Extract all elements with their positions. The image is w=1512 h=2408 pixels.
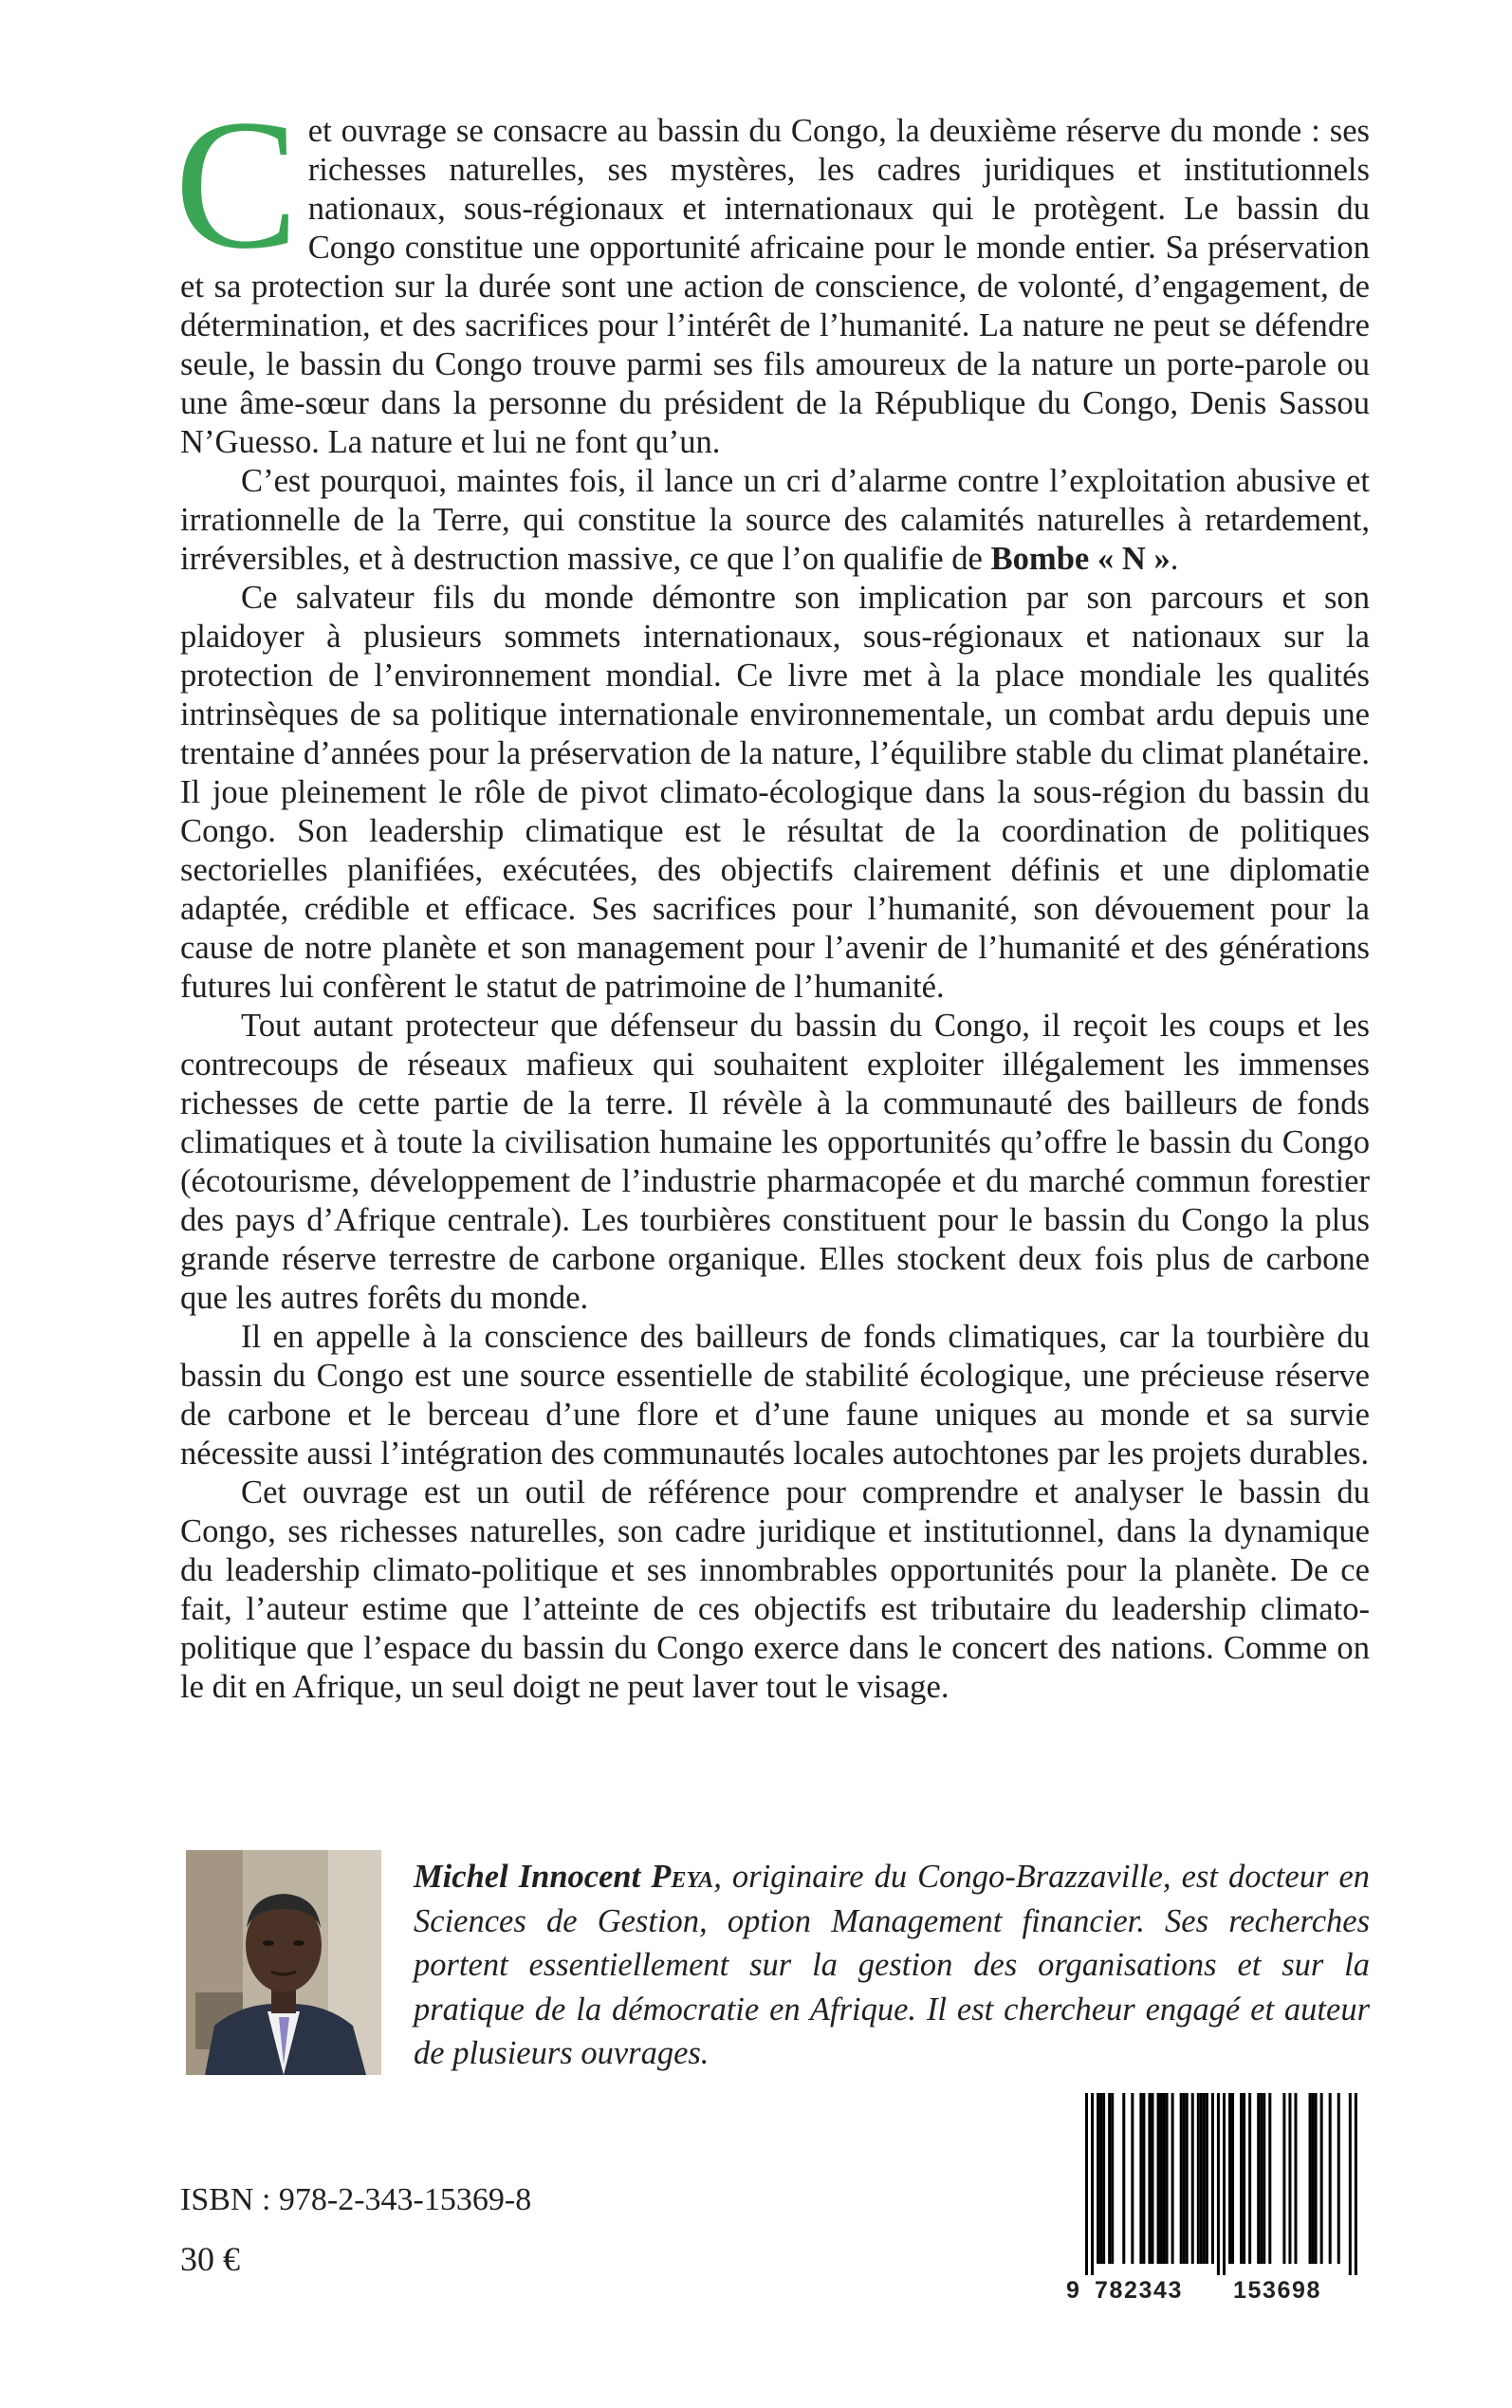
barcode-bar — [1197, 2093, 1200, 2264]
blurb-paragraph-6: Cet ouvrage est un outil de référence pour comprendre et analyser le bassin du Congo, ses richesses naturelles, son cadre juridique et institutionnel, dans la dynamique du leadership climato-politique et ses innombrables opportunités pour la planète. De ce fait, l’auteur estime que l’atteinte de ces objectifs est tributaire du leadership climato-politique que l’espace du bassin du Congo exerce dans le concert des nations. Comme on le dit en Afrique, un seul doigt ne peut laver tout le visage. — [180, 1474, 1370, 1705]
barcode-bar — [1163, 2093, 1166, 2264]
barcode-bar — [1263, 2093, 1265, 2264]
barcode-bar — [1131, 2093, 1134, 2264]
bombe-n-term: Bombe « N » — [990, 541, 1171, 577]
author-bio-text: , originaire du Congo-Brazzaville, est docteur en Sciences de Gestion, option Management financier. Ses recherches portent essentiellement sur la gestion des organisations et sur la pratique de la démocratie en Afrique. Il est chercheur engagé et auteur de plusieurs ouvrages. — [414, 1859, 1371, 2071]
barcode-bar — [1200, 2093, 1203, 2264]
barcode-bar — [1217, 2093, 1220, 2275]
barcode-bar — [1355, 2093, 1357, 2275]
barcode-bar — [1180, 2093, 1183, 2264]
barcode-bar — [1191, 2093, 1194, 2264]
barcode-bar — [1243, 2093, 1245, 2264]
barcode-bar — [1309, 2093, 1312, 2264]
barcode-bar — [1183, 2093, 1186, 2264]
barcode-bar — [1171, 2093, 1174, 2264]
isbn-barcode — [1066, 2093, 1370, 2275]
barcode-bar — [1111, 2093, 1114, 2264]
barcode-bar — [1248, 2093, 1251, 2264]
blurb-paragraph-2-text: C’est pourquoi, maintes fois, il lance un cri d’alarme contre l’exploitation abusive et irrationnelle de la Terre, qui constitue la source des calamités naturelles à retardement, irréversibles, et à destruction massive, ce que l’on qualifie de — [180, 463, 1370, 577]
back-cover-blurb — [175, 82, 1370, 1707]
barcode-bar — [1097, 2093, 1099, 2264]
barcode-bar — [1260, 2093, 1263, 2264]
barcode-bar — [1257, 2093, 1260, 2264]
barcode-bar — [1142, 2093, 1145, 2264]
author-portrait-illustration — [186, 1850, 381, 2075]
barcode-bar — [1320, 2093, 1323, 2264]
barcode-bar — [1211, 2093, 1214, 2264]
blurb-paragraph-2 — [180, 462, 1370, 579]
blurb-paragraph-5: Il en appelle à la conscience des bailleurs de fonds climatiques, car la tourbière du bassin du Congo est une source essentielle de stabilité écologique, une précieuse réserve de carbone et le berceau d’une flore et d’une faune uniques au monde et sa survie nécessite aussi l’intégration des communautés locales autochtones par les projets durables. — [180, 1319, 1370, 1472]
barcode-bars — [1066, 2093, 1370, 2275]
author-bio — [414, 1855, 1370, 2076]
author-surname: Peya — [651, 1859, 714, 1895]
barcode-bar — [1231, 2093, 1234, 2264]
barcode-bar — [1151, 2093, 1153, 2264]
price-text: 30 € — [180, 2240, 240, 2278]
barcode-bar — [1223, 2093, 1226, 2275]
author-first-names: Michel Innocent — [414, 1859, 652, 1895]
isbn-text: ISBN : 978-2-343-15369-8 — [180, 2182, 532, 2217]
barcode-bar — [1203, 2093, 1206, 2264]
barcode-bar — [1157, 2093, 1160, 2264]
barcode-bar — [1108, 2093, 1111, 2264]
barcode-bar — [1337, 2093, 1340, 2264]
barcode-bar — [1349, 2093, 1352, 2275]
blurb-paragraph-4: Tout autant protecteur que défenseur du bassin du Congo, il reçoit les coups et les contrecoups de réseaux mafieux qui souhaitent exploiter illégalement les immenses richesses de cette partie de la terre. Il révèle à la communauté des bailleurs de fonds climatiques et à toute la civilisation humaine les opportunités qu’offre le bassin du Congo (écotourisme, développement de l’industrie pharmacopée et du marché commun forestier des pays d’Afrique centrale). Les tourbières constituent pour le bassin du Congo la plus grande réserve terrestre de carbone organique. Elles stockent deux fois plus de carbone que les autres forêts du monde. — [180, 1008, 1370, 1316]
author-photo — [186, 1850, 381, 2075]
barcode-lead-digit: 9 — [1066, 2277, 1081, 2304]
barcode-bar — [1091, 2093, 1094, 2275]
barcode-bar — [1312, 2093, 1315, 2264]
barcode-bar — [1288, 2093, 1291, 2264]
blurb-paragraph-1 — [175, 82, 1370, 462]
barcode-bar — [1294, 2093, 1297, 2264]
drop-cap: C — [175, 82, 299, 287]
barcode-bar — [1102, 2093, 1105, 2264]
barcode-bar — [1085, 2093, 1088, 2275]
barcode-bar — [1240, 2093, 1243, 2264]
barcode-bar — [1160, 2093, 1163, 2264]
blurb-paragraph-3: Ce salvateur fils du monde démontre son implication par son parcours et son plaidoyer à plusieurs sommets internationaux, sous-régionaux et nationaux sur la protection de l’environnement mondial. Ce livre met à la place mondiale les qualités intrinsèques de sa politique internationale environnementale, un combat ardu depuis une trentaine d’années pour la préservation de la nature, l’équilibre stable du climat planétaire. Il joue pleinement le rôle de pivot climato-écologique dans la sous-région du bassin du Congo. Son leadership climatique est le résultat de la coordination de politiques sectorielles planifiées, exécutées, des objectifs clairement définis et une diplomatie adaptée, crédible et efficace. Ses sacrifices pour l’humanité, son dévouement pour la cause de notre planète et son management pour l’avenir de l’humanité et des générations futures lui confèrent le statut de patrimoine de l’humanité. — [180, 580, 1370, 1005]
barcode-bar — [1139, 2093, 1142, 2264]
barcode-right-group: 153698 — [1233, 2277, 1322, 2304]
blurb-paragraph-2-end: . — [1170, 541, 1179, 577]
blurb-paragraph-1-text: et ouvrage se consacre au bassin du Congo, la deuxième réserve du monde : ses richesses naturelles, ses mystères, les cadres juridiques et institutionnels nationaux, sous-régionaux et internationaux qui le protègent. Le bassin du Congo constitue une opportunité africaine pour le monde entier. Sa préservation et sa protection sur la durée sont une action de conscience, de volonté, d’engagement, de détermination, et des sacrifices pour l’intérêt de l’humanité. La nature ne peut se défendre seule, le bassin du Congo trouve parmi ses fils amoureux de la nature un porte-parole ou une âme-sœur dans la personne du président de la République du Congo, Denis Sassou N’Guesso. La nature et lui ne font qu’un. — [180, 113, 1370, 460]
barcode-bar — [1315, 2093, 1318, 2264]
barcode-bar — [1099, 2093, 1102, 2264]
barcode-bar — [1186, 2093, 1189, 2264]
barcode-bar — [1166, 2093, 1169, 2264]
barcode-bar — [1329, 2093, 1332, 2264]
barcode-left-group: 782343 — [1095, 2277, 1184, 2304]
barcode-bar — [1268, 2093, 1271, 2264]
barcode-bar — [1282, 2093, 1285, 2264]
barcode-bar — [1228, 2093, 1231, 2264]
barcode-bar — [1148, 2093, 1151, 2264]
barcode-bar — [1122, 2093, 1125, 2264]
barcode-bar — [1206, 2093, 1208, 2264]
